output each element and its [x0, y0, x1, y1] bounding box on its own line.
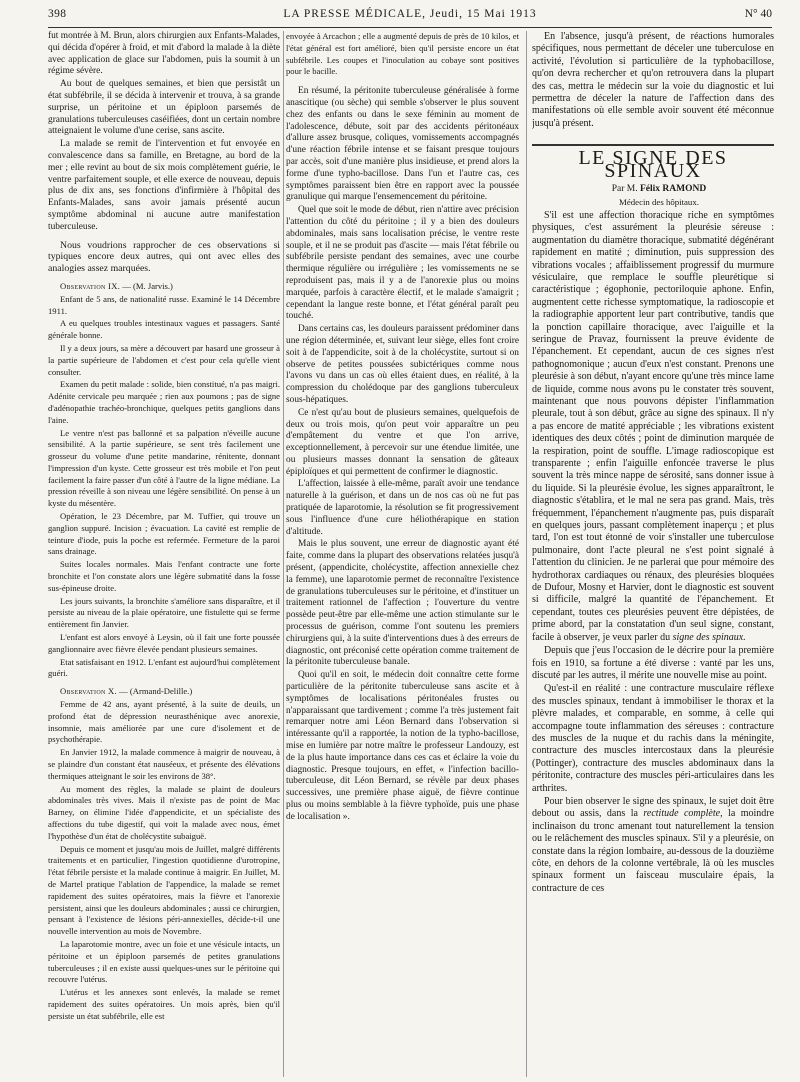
page-number: 398: [48, 8, 67, 20]
paragraph: Les jours suivants, la bronchite s'améliore sans disparaître, et il persiste au niveau de la plaie opératoire, une fistulette qui se ferme entièrement fin Janvier.: [48, 595, 280, 630]
observation-heading: [48, 686, 280, 698]
paragraph: fut montrée à M. Brun, alors chirurgien aux Enfants-Malades, qui décida d'opérer à froid, et mit d'abord la malade à la diète avec application de glace sur l'abdomen, puis la soumit à un régime sévère.: [48, 31, 280, 77]
paragraph: Dans certains cas, les douleurs paraissent prédominer dans une région déterminée, et, suivant leur siège, elles font croire soit à de l'appendicite, soit à de la cholécystite, surtout si on observe de petites poussées subictériques comme nous l'avons vu dans un cas où elles étaient dues, en réalité, à la compression du cholédoque par des ganglions tuberculeux sous-hépatiques.: [286, 324, 519, 405]
paragraph: Opération, le 23 Décembre, par M. Tuffier, qui trouve un ganglion suppuré. Incision ; évacuation. La cavité est remplie de teinture d'iode, puis la poche est refermée. Fermeture de la paroi sans drainage.: [48, 511, 280, 557]
paragraph: envoyée à Arcachon ; elle a augmenté depuis de près de 10 kilos, et l'état général est fort amélioré, bien qu'il persiste encore un état subfébrile. Les coupes et l'inoculation au cobaye sont positives pour le bacille.: [286, 31, 519, 77]
paragraph: Au bout de quelques semaines, et bien que persistât un état subfébrile, il se décida à intervenir et trouva, à sa grande surprise, un péritoine et un épiploon parsemés de granulations tuberculeuses caséifiées, dont un certain nombre atteignaient le volume d'une cerise, sans ascite.: [48, 79, 280, 137]
paragraph: Depuis ce moment et jusqu'au mois de Juillet, malgré différents traitements et en particulier, l'ingestion quotidienne d'urotropine, l'état fébrile persiste et la malade continue à maigrir. En Juillet, M. de Martel pratique l'ablation de l'appendice, la malade se remet rapidement des suites opératoires, mais la fièvre et l'anorexie persistent, ainsi que les douleurs abdominales ; aussi ce chirurgien, pensant à l'existence de lésions péri-annexielles, décide-t-il une nouvelle intervention au mois de Novembre.: [48, 843, 280, 937]
column-2: [286, 31, 519, 1077]
paragraph: En résumé, la péritonite tuberculeuse généralisée à forme anascitique (ou sèche) qui semble s'observer le plus souvent chez des enfants ou dans le sexe féminin au moment de l'adolescence, débute, soit par des accidents péritonéaux d'allure assez brusque, coliques, vomissements accompagnés d'une réaction fébrile intense et se faisant presque toujours par accès, soit d'une manière plus insidieuse, et prend alors la forme d'une typho-bacillose. Dans l'un et l'autre cas, ces symptômes paraissent bien être en rapport avec la poussée granulique qui marque l'ensemencement du péritoine.: [286, 86, 519, 203]
column-divider: [526, 31, 527, 1077]
observation-title: Observation X.: [60, 686, 117, 697]
article-byline: [532, 183, 774, 195]
italic-term: signe des spinaux.: [672, 631, 746, 643]
paragraph: Quel que soit le mode de début, rien n'attire avec précision l'attention du côté du péritoine ; il y a bien des douleurs abdominales, mais sans localisation précise, le ventre reste souple, et il ne se produit pas d'ascite — mais l'état fébrile ou subfébrile persiste pendant des semaines, avec une courbe thermique régulière ou irrégulière ; les vomissements ne se reproduisent pas, mais il y a de l'anorexie plus ou moins marquée, parfois à caractère électif, et le malade s'amaigrit ; cependant la langue reste bonne, et l'état général paraît peu touché.: [286, 205, 519, 322]
paragraph: Femme de 42 ans, ayant présenté, à la suite de deuils, un profond état de dépression neurasthénique avec anorexie, insomnie, mais améliorée par une cure d'isolement et de psychothérapie.: [48, 699, 280, 745]
paragraph: Le ventre n'est pas ballonné et sa palpation n'éveille aucune sensibilité. A la partie supérieure, se sent très facilement une grosseur du volume d'une petite mandarine, rénitente, donnant l'impression d'un kyste. Cette grosseur est très mobile et l'on peut facilement la faire passer d'un côté à l'autre de la ligne médiane. La pression réveille à son niveau une légère sensibilité. On pense à un kyste du mésentère.: [48, 427, 280, 509]
article-top-rule: [532, 144, 774, 146]
italic-term: rectitude complète,: [643, 808, 723, 820]
paragraph: Ce n'est qu'au bout de plusieurs semaines, quelquefois de deux ou trois mois, qu'on peut voir apparaître un peu d'empâtement du ventre et que l'on arrive, exceptionnellement, à percevoir sur une étendue limitée, une ou plusieurs masses donnant la sensation de gâteaux épiploïques et qui permettent de confirmer le diagnostic.: [286, 407, 519, 477]
header-rule: [48, 27, 772, 28]
page-header: [48, 8, 772, 28]
paragraph: Depuis que j'eus l'occasion de le décrire pour la première fois en 1910, sa fortune a été diverse : vanté par les uns, discuté par les autres, il mérite une nouvelle mise au point.: [532, 645, 774, 681]
byline-role: Médecin des hôpitaux.: [619, 197, 699, 208]
paragraph-text: Pour bien observer le signe des spinaux, le sujet doit être debout ou assis, dans la: [532, 795, 774, 820]
column-1: [48, 31, 280, 1077]
article-title: LE SIGNE DES SPINAUX: [578, 147, 728, 182]
column-divider: [283, 31, 284, 1077]
observation-author: — (Armand-Delille.): [119, 686, 193, 697]
paragraph: Mais le plus souvent, une erreur de diagnostic ayant été faite, comme dans la plupart des observations relatées jusqu'à présent, (appendicite, cholécystite, affection annexielle chez la femme), une laparotomie permet de reconnaître l'existence de granulations tuberculeuses sur le péritoine, et d'instituer un traitement rationnel de l'affection ; l'ouverture du ventre possède peut-être par elle-même une action stimulante sur le processus de guérison, comme l'ont soutenu les premiers chirurgiens qui, à la suite d'interventions dues à des erreurs de diagnostic, ont préconisé cette opération comme traitement de la péritonite tuberculeuse banale.: [286, 539, 519, 668]
byline-prefix: Par M.: [611, 184, 638, 195]
observation-heading: [48, 281, 280, 293]
observation-author: — (M. Jarvis.): [122, 280, 173, 291]
column-3: [532, 31, 774, 1077]
observation-title: Observation IX.: [60, 280, 121, 291]
paragraph: Quoi qu'il en soit, le médecin doit connaître cette forme particulière de la péritonite tuberculeuse sans ascite et à symptômes de localisations péritonéales frustes ou n'apparaissant que tardivement ; comme l'a très justement fait remarquer notre ami Léon Bernard dans l'observation si intéressante qu'il a rapportée, la notion de la typho-bacillose, mise en lumière par notre maître le professeur Landouzy, est de la plus haute importance dans ces cas et éclaire la voie du diagnostic. Presque toujours, en effet, « l'infection bacillo-tuberculeuse, dit Léon Bernard, se révèle par deux phases successives, une première phase aiguë, de fièvre continue plus ou moins semblable à la fièvre typhoïde, puis une phase de localisation ».: [286, 670, 519, 822]
paragraph: [532, 796, 774, 895]
paragraph: Nous voudrions rapprocher de ces observations si typiques encore deux autres, qui ont avec elles des analogies assez marquées.: [48, 239, 280, 275]
paragraph: La laparotomie montre, avec un foie et une vésicule intacts, un péritoine et un épiploon parsemés de petites granulations tuberculeuses ; il en existe aussi quelques-unes sur le péritoine qui recouvre l'utérus.: [48, 938, 280, 985]
paragraph: [532, 210, 774, 644]
paragraph: Au moment des règles, la malade se plaint de douleurs abdominales très vives. Mais il n'existe pas de point de Mac Barney, on élimine l'idée d'appendicite, et un spécialiste des affections du tube digestif, qui voit la malade avec nous, émet l'hypothèse d'un état de cholécystite subaiguë.: [48, 783, 280, 841]
paragraph: La malade se remit de l'intervention et fut envoyée en convalescence dans sa famille, en Bretagne, au bord de la mer ; elle revint au bout de six mois complètement guérie, le ventre parfaitement souple, et elle exerce de nouveau, depuis plus de dix ans, ses fonctions d'infirmière à l'hôpital des Enfants-Malades, sans avoir jamais présenté aucun symptôme abdominal ni aucune autre manifestation tuberculeuse.: [48, 139, 280, 232]
paragraph: Suites locales normales. Mais l'enfant contracte une forte bronchite et l'on constate alors une légère submatité dans la fosse sus-épineuse droite.: [48, 559, 280, 593]
paragraph: L'enfant est alors envoyé à Leysin, où il fait une forte poussée ganglionnaire avec fièvre élevée pendant plusieurs semaines.: [48, 632, 280, 654]
paragraph: En l'absence, jusqu'à présent, de réactions humorales spécifiques, nous permettant de déceler une tuberculose en activité, l'évolution si particulière de la typhobacillose, qu'on devra rechercher et qu'on retrouvera dans la plupart des cas, mettra le médecin sur la voie du diagnostic et lui permettra de déceler la nature de l'affection dans des manifestations où elle semble avoir souvent été méconnue jusqu'à présent.: [532, 31, 774, 129]
paragraph-text: S'il est une affection thoracique riche en symptômes physiques, c'est assurément la pleurésie séreuse : augmentation du diamètre thoracique, submatité dégénérant rapidement en matité ; diminution, puis suppression des vibrations vocales ; affaiblissement progressif du murmure vésiculaire, que remplace le souffle pleurétique si caractéristique ; égophonie, pectoriloquie aphone. Enfin, augmentent cette richesse symptomatique, la radioscopie et la radiographie apportent leur part contributive, tandis que la ponction capillaire thoracique, avec l'aiguille et la seringue de Pravaz, fournissent la preuve évidente de l'épanchement. Et cependant, aucun de ces signes n'est pathognomonique ; aucun d'eux n'est constant. Prenons une pleurésie à son début, n'ayant encore qu'une très mince lame de liquide, comme nous avons pu le constater très souvent, maintenant que nous pouvons dépister l'inflammation pleurale, tout à son début, grâce au signe des spinaux. Il n'y a pas encore de matité appréciable ; les vibrations existent identiques des deux côtés ; point de diminution marquée de la respiration, point de souffle. L'image radioscopique est transparente ; enfin l'aiguille enfoncée traverse le plus souvent la très mince nappe de sérosité, sans donner issue à du liquide. Si la pleurésie évolue, les signes apparaîtront, le diagnostic s'établira, et le mal ne sera pas grand. Mais, très fréquemment, l'épanchement n'augmente pas, puis disparaît en quelques jours, passant complètement inaperçu ; et plus tard, l'on est tout étonné de voir s'installer une tuberculose pulmonaire, dont l'acte pleural ne s'est point signalé à l'attention du clinicien. Je ne parlerai que pour mémoire des hydrothorax cardiaques ou rénaux, des pleurésies bloquées de Dufour, Mosny et Harvier, dont le diagnostic est souvent si difficile, malgré la quantité de l'épanchement. Et cependant, toutes ces pleurésies peuvent être dépistées, de prime abord, par la constatation d'un seul signe, constant, facile à observer, je veux parler du: [532, 209, 774, 643]
paragraph: Qu'est-il en réalité : une contracture musculaire réflexe des muscles spinaux, tendant à immobiliser le thorax et la plèvre malades, et comparable, en somme, à celle qui accompagne toute inflammation des séreuses : contracture des muscles de la nuque et du rachis dans la méningite, contracture des muscles intercostaux dans la pleurésie (Pottinger), contracture des muscles abdominaux dans la péritonite, contracture des muscles péri-articulaires dans les arthrites.: [532, 683, 774, 794]
paragraph: Enfant de 5 ans, de nationalité russe. Examiné le 14 Décembre 1911.: [48, 293, 280, 316]
paragraph: L'affection, laissée à elle-même, paraît avoir une tendance naturelle à la guérison, et dans un de nos cas où ne fut pas pratiquée de laparotomie, la résolution se fit progressivement sous l'influence d'une cure héliothérapique en station d'altitude.: [286, 479, 519, 537]
paragraph: L'utérus et les annexes sont enlevés, la malade se remet rapidement des suites opératoires. Un mois après, bien qu'il persiste un état subfébrile, elle est: [48, 987, 280, 1021]
paragraph: En Janvier 1912, la malade commence à maigrir de nouveau, à se plaindre d'un constant état nauséeux, et présente des élévations thermiques atteignant le soir les environs de 38°.: [48, 747, 280, 781]
paragraph-text: la moindre inclinaison du tronc amenant tout naturellement la tension ou le relâchement des muscles spinaux. S'il y a pleurésie, on constate dans la région lombaire, au-dessous de la douzième côte, en dehors de la colonne vertébrale, là où les muscles spinaux forment un faisceau musculaire épais, la contracture de ces: [532, 808, 774, 894]
paragraph: A eu quelques troubles intestinaux vagues et passagers. Santé générale bonne.: [48, 318, 280, 341]
paragraph: Etat satisfaisant en 1912. L'enfant est aujourd'hui complètement guéri.: [48, 656, 280, 679]
journal-title: LA PRESSE MÉDICALE, Jeudi, 15 Mai 1913: [283, 8, 537, 20]
issue-number: N° 40: [744, 8, 772, 20]
paragraph: Il y a deux jours, sa mère a découvert par hasard une grosseur à la partie supérieure de l'abdomen et c'est pour cela qu'elle vient consulter.: [48, 342, 280, 377]
byline-author: Félix RAMOND: [640, 184, 707, 195]
paragraph: Examen du petit malade : solide, bien constitué, n'a pas maigri. Adénite cervicale peu marquée ; rien aux poumons ; pas de signe d'adénopathie trachéo-bronchique, quelques petits ganglions dans l'aine.: [48, 379, 280, 425]
